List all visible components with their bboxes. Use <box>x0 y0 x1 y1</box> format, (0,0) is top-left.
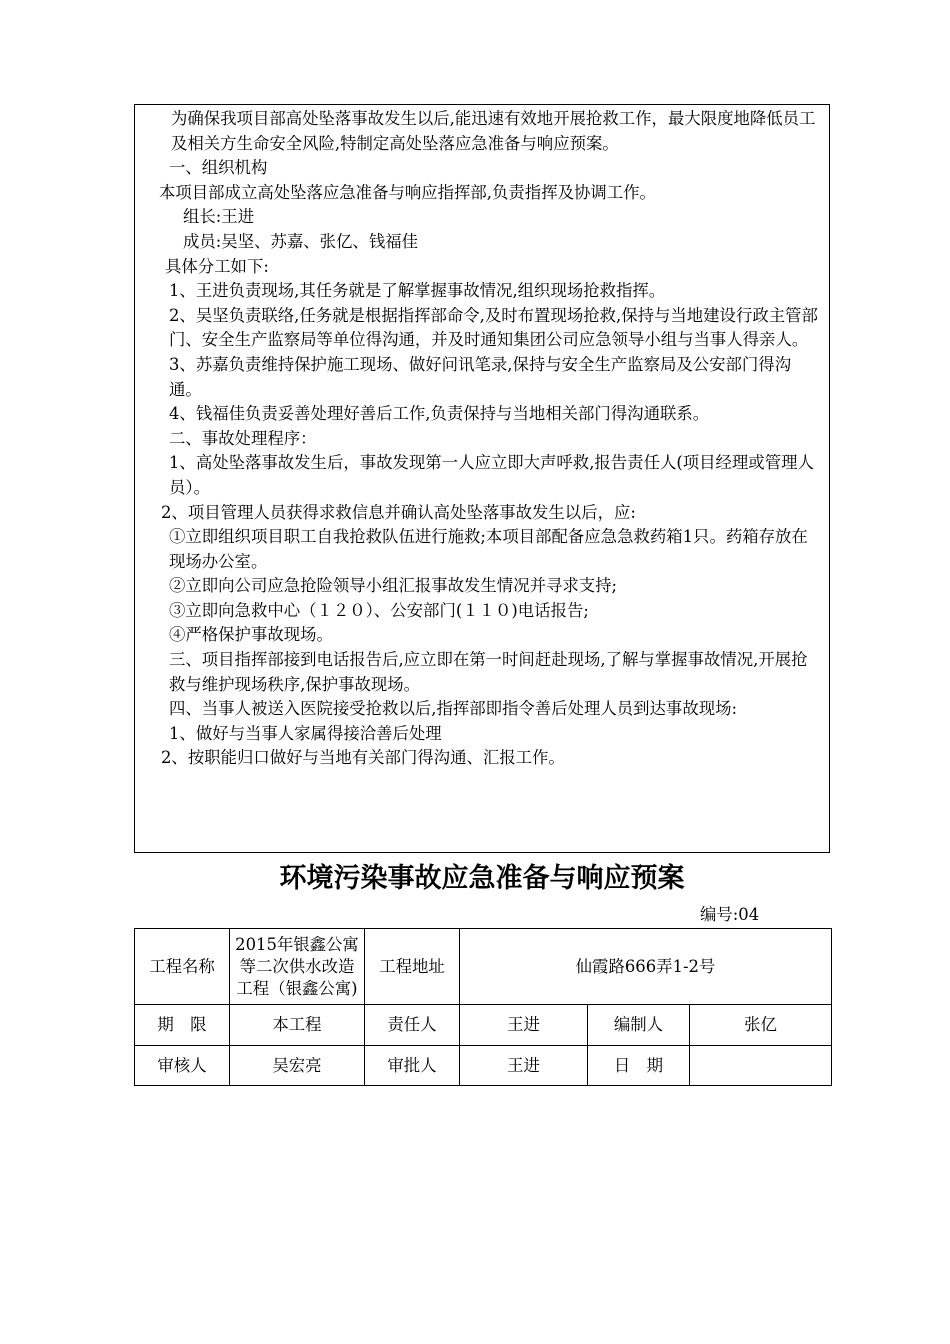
document-title: 环境污染事故应急准备与响应预案 <box>279 863 685 894</box>
procedure-item-2: 2、项目管理人员获得求救信息并确认高处坠落事故发生以后，应: <box>161 502 636 522</box>
project-name-label: 工程名称 <box>135 929 230 1005</box>
approver-label: 审批人 <box>365 1046 460 1086</box>
period-value: 本工程 <box>230 1005 365 1046</box>
document-number: 编号:04 <box>700 905 760 924</box>
editor-label: 编制人 <box>588 1005 690 1046</box>
approver-value: 王进 <box>460 1046 588 1086</box>
duty-item-1: 1、王进负责现场,其任务就是了解掌握事故情况,组织现场抢救指挥。 <box>169 281 666 301</box>
date-value <box>690 1046 832 1086</box>
aftercare-item-1: 1、做好与当事人家属得接洽善后处理 <box>169 723 442 743</box>
table-row <box>135 929 832 1005</box>
period-label: 期 限 <box>135 1005 230 1046</box>
procedure-substep-2: ②立即向公司应急抢险领导小组汇报事故发生情况并寻求支持; <box>169 576 618 596</box>
section-heading-organization: 一、组织机构 <box>169 158 268 178</box>
reviewer-label: 审核人 <box>135 1046 230 1086</box>
date-label: 日 期 <box>588 1046 690 1086</box>
section-heading-three: 三、项目指挥部接到电话报告后,应立即在第一时间赶赴现场,了解与掌握事故情况,开展抢救与维护现场秩序,保护事故现场。 <box>169 650 808 694</box>
division-heading: 具体分工如下: <box>165 256 269 276</box>
team-leader-line: 组长:王进 <box>183 207 255 227</box>
intro-paragraph: 为确保我项目部高处坠落事故发生以后,能迅速有效地开展抢救工作，最大限度地降低员工及相关方生命安全风险,特制定高处坠落应急准备与响应预案。 <box>171 109 816 153</box>
procedure-item-1: 1、高处坠落事故发生后，事故发现第一人应立即大声呼救,报告责任人(项目经理或管理人员）。 <box>169 453 814 497</box>
team-members-line: 成员:吴坚、苏嘉、张亿、钱福佳 <box>183 231 418 251</box>
project-address-label: 工程地址 <box>365 929 460 1005</box>
organization-paragraph: 本项目部成立高处坠落应急准备与响应指挥部,负责指挥及协调工作。 <box>159 182 656 202</box>
duty-item-4: 4、钱福佳负责妥善处理好善后工作,负责保持与当地相关部门得沟通联系。 <box>169 404 710 424</box>
responsible-label: 责任人 <box>365 1005 460 1046</box>
plan-content-box <box>134 104 830 853</box>
table-row <box>135 1046 832 1086</box>
procedure-substep-3: ③立即向急救中心（１２０）、公安部门(１１０)电话报告; <box>169 600 589 620</box>
procedure-substep-4: ④严格保护事故现场。 <box>169 625 333 645</box>
duty-item-3: 3、苏嘉负责维持保护施工现场、做好问讯笔录,保持与安全生产监察局及公安部门得沟通。 <box>169 354 792 399</box>
section-heading-four: 四、当事人被送入医院接受抢救以后,指挥部即指令善后处理人员到达事故现场: <box>169 699 738 719</box>
responsible-value: 王进 <box>460 1005 588 1046</box>
section-heading-procedure: 二、事故处理程序： <box>169 428 317 448</box>
reviewer-value: 吴宏亮 <box>230 1046 365 1086</box>
procedure-substep-1: ①立即组织项目职工自我抢救队伍进行施救;本项目部配备应急急救药箱1只。药箱存放在现场办公室。 <box>169 527 808 571</box>
editor-value: 张亿 <box>690 1005 832 1046</box>
project-address-value: 仙霞路666弄1-2号 <box>460 929 832 1005</box>
project-name-value: 2015年银鑫公寓等二次供水改造工程（银鑫公寓) <box>230 929 365 1005</box>
table-row <box>135 1005 832 1046</box>
aftercare-item-2: 2、按职能归口做好与当地有关部门得沟通、汇报工作。 <box>161 748 565 768</box>
duty-item-2: 2、吴坚负责联络,任务就是根据指挥部命令,及时布置现场抢救,保持与当地建设行政主管部门、安全生产监察局等单位得沟通，并及时通知集团公司应急领导小组与当事人得亲人。 <box>169 305 818 350</box>
project-info-table <box>134 928 832 1086</box>
